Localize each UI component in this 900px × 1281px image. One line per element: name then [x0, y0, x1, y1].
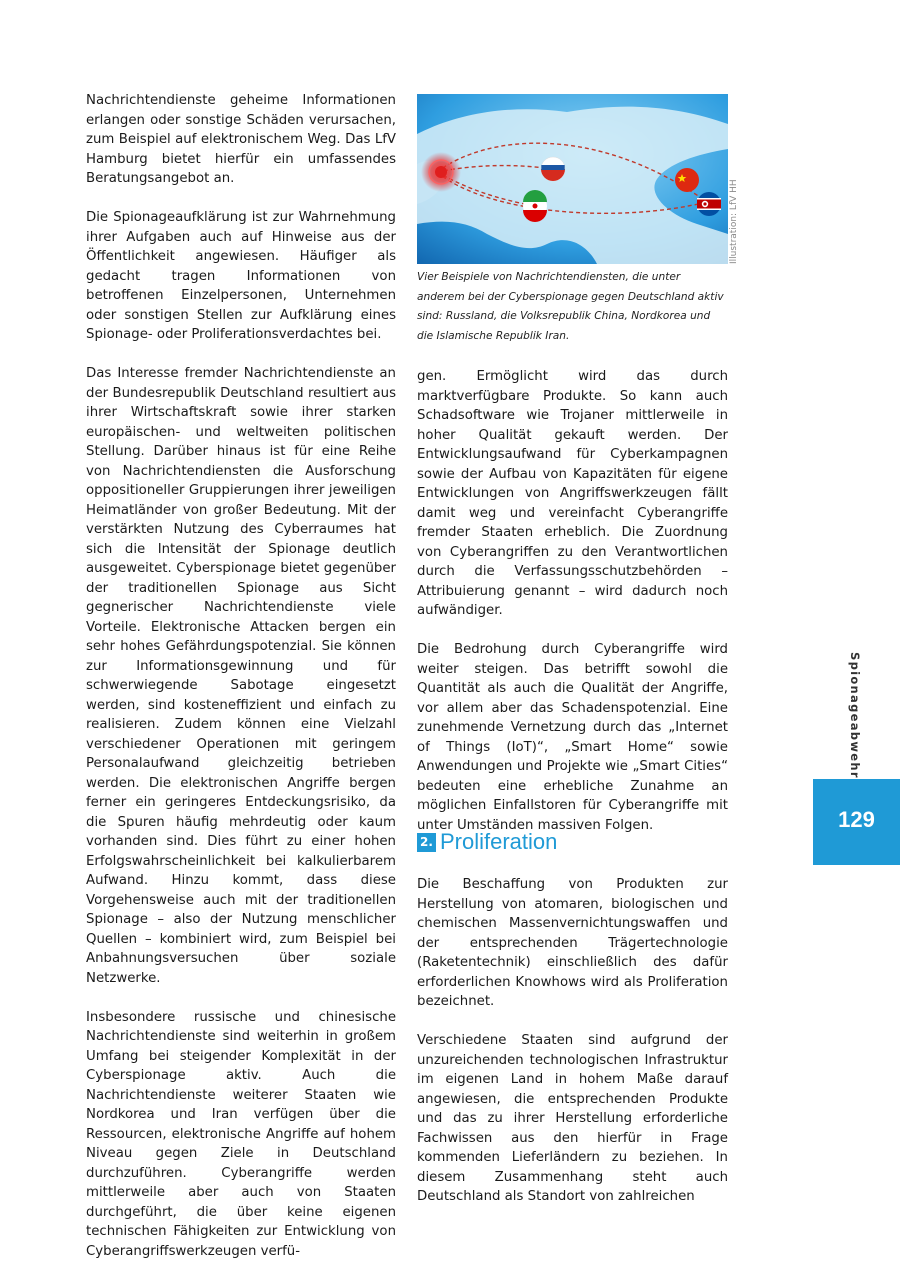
section-heading	[417, 827, 557, 857]
target-center	[435, 166, 447, 178]
image-credit: Illustration: LfV HH	[729, 179, 739, 264]
world-map-illustration	[417, 94, 728, 264]
flag-china-icon	[675, 168, 699, 192]
body-paragraph: Insbesondere russische und chinesische Nachrichtendienste sind weiterhin in großem Umfang bei steigender Komplexität in der Cyberspionage aktiv. Auch die Nachrichtendienste weiterer Staaten wie Nordkorea und Iran verfügen über die Ressourcen, elektronische Angriffe auf hohem Niveau gegen Ziele in Deutschland durchzuführen. Cyberangriffe werden mittlerweile aber auch von Staaten durchgeführt, die über keine eigenen technischen Fähigkeiten zur Entwicklung von Cyberangriffswerkzeugen verfü-	[86, 1009, 396, 1259]
right-text-column	[417, 367, 728, 855]
body-paragraph: Die Spionageaufklärung ist zur Wahrnehmung ihrer Aufgaben auch auf Hinweise aus der Öffentlichkeit angewiesen. Häufiger als gedacht tragen Informationen von betroffenen Einzelpersonen, Unternehmen oder sonstigen Stellen zur Aufklärung eines Spionage- oder Proliferationsverdachtes bei.	[86, 210, 396, 342]
chapter-side-label: Spionageabwehr	[848, 652, 862, 779]
flag-russia-icon	[541, 157, 565, 181]
section-text-column	[417, 875, 728, 1226]
body-paragraph: Nachrichtendienste geheime Informationen erlangen oder sonstige Schäden verursachen, zum Beispiel auf elektronischem Weg. Das LfV Hamburg bietet hierfür ein umfassendes Beratungsangebot an.	[86, 93, 396, 186]
body-paragraph: Die Bedrohung durch Cyberangriffe wird weiter steigen. Das betrifft sowohl die Quantität als auch die Qualität der Angriffe, vor allem aber das Schadenspotenzial. Eine zunehmende Vernetzung durch das „Internet of Things (IoT)“, „Smart Home“ sowie Anwendungen und Projekte wie „Smart Cities“ bedeuten eine erhebliche Zunahme an möglichen Einfallstoren für Cyberangriffe mit unter Umständen massiven Folgen.	[417, 642, 728, 833]
figure-caption: Vier Beispiele von Nachrichtendiensten, die unter anderem bei der Cyberspionage gegen Deutschland aktiv sind: Russland, die Volksrepublik China, Nordkorea und die Islamische Republik Iran.	[417, 271, 724, 342]
page-number-tab	[813, 779, 900, 865]
section-number-badge: 2.	[417, 833, 436, 852]
body-paragraph: Die Beschaffung von Produkten zur Herstellung von atomaren, biologischen und chemischen Massenvernichtungswaffen und der entsprechenden Trägertechnologie (Raketentechnik) einschließlich des dafür erforderlichen Knowhows wird als Proliferation bezeichnet.	[417, 877, 728, 1009]
body-paragraph: Das Interesse fremder Nachrichtendienste an der Bundesrepublik Deutschland resultiert aus ihrer Wirtschaftskraft sowie ihrer starken europäischen- und weltweiten politischen Stellung. Darüber hinaus ist für eine Reihe von Nachrichtendiensten die Ausforschung oppositioneller Gruppierungen ihrer jeweiligen Heimatländer von großer Bedeutung. Mit der verstärkten Nutzung des Cyberraumes hat sich die Intensität der Spionage deutlich ausgeweitet. Cyberspionage bietet gegenüber der traditionellen Spionage aus Sicht gegnerischer Nachrichtendienste viele Vorteile. Elektronische Attacken bergen ein sehr hohes Gefährdungspotenzial. Sie können zur Informationsgewinnung und für schwerwiegende Sabotage eingesetzt werden, sind kosteneffizient und einfach zu realisieren. Zudem können eine Vielzahl verschiedener Operationen mit geringem Personalaufwand gleichzeitig betrieben werden. Die elektronischen Angriffe bergen ferner ein geringeres Entdeckungsrisiko, da die Spuren häufig mehrdeutig oder kaum vorhanden sind. Dies führt zu einer hohen Erfolgswahrscheinlichkeit bei kalkulierbarem Aufwand. Hinzu kommt, dass diese Vorgehensweise auch mit der traditionellen Spionage – also der Nutzung menschlicher Quellen – kombiniert wird, zum Beispiel bei Anbahnungsversuchen über soziale Netzwerke.	[86, 366, 396, 986]
page-number: 129	[838, 807, 875, 832]
left-text-column	[86, 91, 396, 1281]
flag-iran-icon	[523, 190, 547, 222]
map-svg	[417, 94, 728, 264]
section-title: Proliferation	[440, 829, 558, 854]
body-paragraph: Verschiedene Staaten sind aufgrund der unzureichenden technologischen Infrastruktur im eigenen Land in hohem Maße darauf angewiesen, die entsprechenden Produkte und das zu ihrer Herstellung erforderliche Fachwissen aus den hierfür in Frage kommenden Lieferländern zu beziehen. In diesem Zusammenhang steht auch Deutschland als Standort von zahlreichen	[417, 1033, 728, 1204]
body-paragraph: gen. Ermöglicht wird das durch marktverfügbare Produkte. So kann auch Schadsoftware wie Trojaner mittlerweile in hoher Qualität gekauft werden. Der Entwicklungsaufwand für Cyberkampagnen sowie der Aufbau von Kapazitäten für eigene Entwicklungen von Angriffswerkzeugen fällt damit weg und vereinfacht Cyberangriffe fremder Staaten erheblich. Die Zuordnung von Cyberangriffen zu den Verantwortlichen durch die Verfassungsschutzbehörden – Attribuierung genannt – wird dadurch noch aufwändiger.	[417, 369, 728, 618]
flag-north-korea-icon	[697, 192, 721, 216]
